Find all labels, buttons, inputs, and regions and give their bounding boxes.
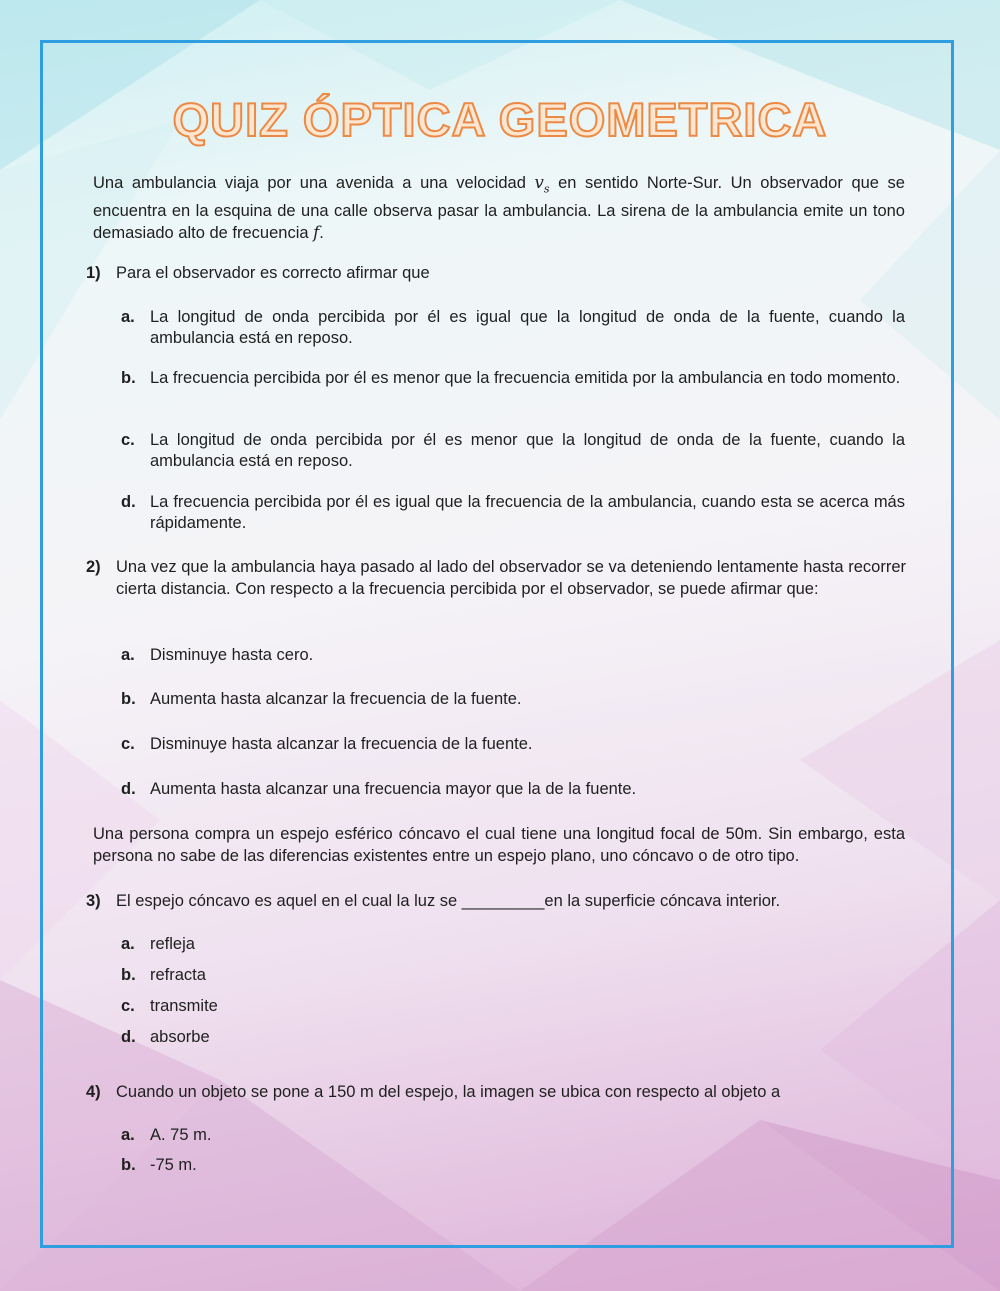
intro-paragraph-mirror: Una persona compra un espejo esférico cóncavo el cual tiene una longitud focal de 50m. Sin embargo, esta persona no sabe de las diferencias existentes entre un espejo plano, uno cóncavo o de otro tipo. — [93, 825, 905, 865]
question-4: 4) Cuando un objeto se pone a 150 m del espejo, la imagen se ubica con respecto al objeto a — [86, 1083, 781, 1101]
intro-paragraph-ambulance: Una ambulancia viaja por una avenida a una velocidad $v_s$ en sentido Norte-Sur. Un observador que se encuentra en la esquina de una calle observa pasar la ambulancia. La sirena de la ambulancia emite un tono demasiado alto de frecuencia f. — [93, 173, 905, 243]
question-3-option-b[interactable]: b. refracta — [121, 966, 206, 984]
question-2-option-d[interactable]: d. Aumenta hasta alcanzar una frecuencia mayor que la de la fuente. — [121, 780, 637, 798]
question-2-option-a[interactable]: a. Disminuye hasta cero. — [121, 646, 314, 664]
question-1-option-d[interactable]: d. La frecuencia percibida por él es igual que la frecuencia de la ambulancia, cuando esta se acerca más rápidamente. — [121, 493, 905, 532]
question-1: 1) Para el observador es correcto afirmar que — [86, 264, 430, 282]
question-4-option-b[interactable]: b. -75 m. — [121, 1156, 197, 1174]
question-1-option-c[interactable]: c. La longitud de onda percibida por él es menor que la longitud de onda de la fuente, cuando la ambulancia está en reposo. — [121, 431, 905, 470]
question-3-option-a[interactable]: a. refleja — [121, 935, 195, 953]
question-4-option-a[interactable]: a. A. 75 m. — [121, 1126, 212, 1144]
question-3-option-d[interactable]: d. absorbe — [121, 1028, 210, 1046]
question-2: 2) Una vez que la ambulancia haya pasado al lado del observador se va deteniendo lentamente hasta recorrer cierta distancia. Con respecto a la frecuencia percibida por el observador, se puede afirmar que: — [86, 558, 906, 598]
question-1-option-b[interactable]: b. La frecuencia percibida por él es menor que la frecuencia emitida por la ambulancia en todo momento. — [121, 369, 901, 387]
page-title: QUIZ ÓPTICA GEOMETRICA — [172, 93, 828, 146]
question-2-option-c[interactable]: c. Disminuye hasta alcanzar la frecuencia de la fuente. — [121, 735, 533, 753]
question-1-option-a[interactable]: a. La longitud de onda percibida por él es igual que la longitud de onda de la fuente, cuando la ambulancia está en reposo. — [121, 308, 905, 347]
question-3-option-c[interactable]: c. transmite — [121, 997, 218, 1015]
question-3: 3) El espejo cóncavo es aquel en el cual la luz se _________en la superficie cóncava interior. — [86, 892, 781, 910]
question-2-option-b[interactable]: b. Aumenta hasta alcanzar la frecuencia de la fuente. — [121, 690, 522, 708]
